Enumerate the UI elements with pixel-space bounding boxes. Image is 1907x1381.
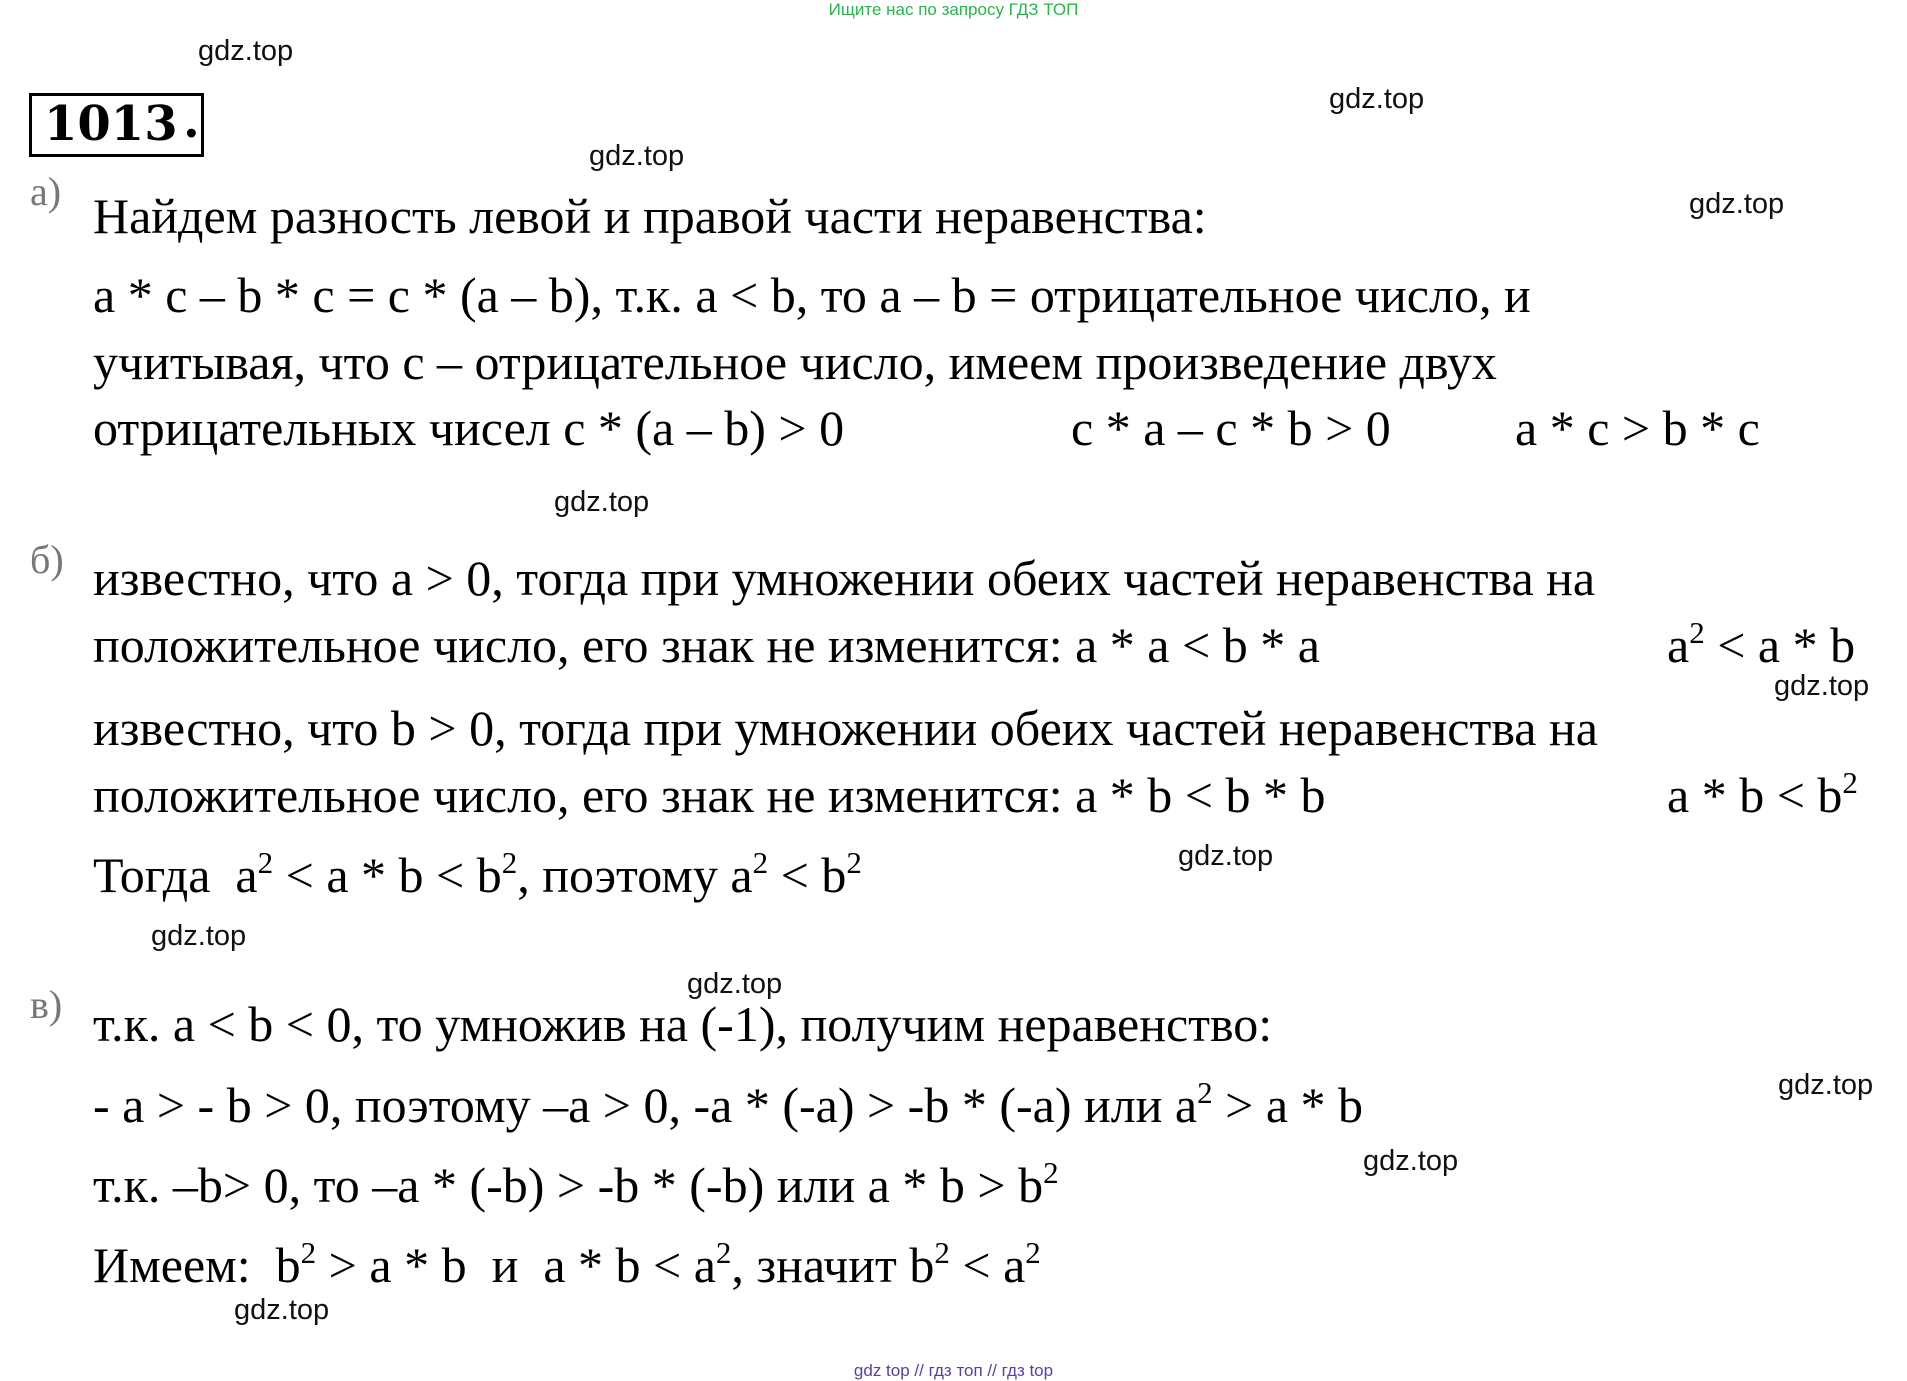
part-b-marker: б) bbox=[30, 537, 64, 582]
part-a-marker: а) bbox=[30, 169, 62, 214]
watermark: gdz.top bbox=[198, 35, 294, 67]
part-b-line-3: известно, что b > 0, тогда при умножении обеих частей неравенства на bbox=[93, 700, 1598, 756]
watermark: gdz.top bbox=[234, 1294, 330, 1326]
watermark: gdz.top bbox=[687, 968, 783, 1000]
part-c-line-2-text: - a > - b > 0, поэтому –a > 0, -a * (-a) > -b * (-a) или a bbox=[93, 1077, 1198, 1133]
part-b-result-1: $a^2 < a * b$ bbox=[1667, 614, 1856, 673]
part-c-line-2: - a > - b > 0, поэтому –a > 0, -a * (-a) > -b * (-a) или $a^2 > a * b$ bbox=[93, 1074, 1364, 1133]
problem-number: 1013 bbox=[29, 93, 204, 157]
watermark: gdz.top bbox=[151, 920, 247, 952]
part-b-conclusion: Тогда $a^2 < a * b < b^2$, поэтому $a^2 < b^2$ bbox=[93, 844, 862, 903]
watermark: gdz.top bbox=[554, 486, 650, 518]
part-b-line-4: положительное число, его знак не изменится: a * b < b * b bbox=[93, 767, 1326, 823]
watermark: gdz.top bbox=[1329, 83, 1425, 115]
watermark: gdz.top bbox=[1778, 1069, 1874, 1101]
watermark: gdz.top bbox=[1178, 840, 1274, 872]
part-a-ineq-2: a * c > b * c bbox=[1515, 400, 1760, 456]
problem-number-dot: . bbox=[183, 93, 200, 149]
watermark: gdz.top bbox=[1363, 1145, 1459, 1177]
part-a-line-3: учитывая, что c – отрицательное число, имеем произведение двух bbox=[93, 334, 1497, 390]
part-a-ineq-1: c * a – c * b > 0 bbox=[1071, 400, 1391, 456]
top-banner[interactable]: Ищите нас по запросу ГДЗ ТОП bbox=[828, 0, 1079, 19]
part-a-line-1: Найдем разность левой и правой части неравенства: bbox=[93, 188, 1207, 244]
part-c-line-3: т.к. –b> 0, то –a * (-b) > -b * (-b) или $a * b > b^2$ bbox=[93, 1154, 1059, 1213]
part-c-marker: в) bbox=[30, 982, 63, 1027]
part-c-line-3-text: т.к. –b> 0, то –a * (-b) > -b * (-b) или a * b > b bbox=[93, 1157, 1044, 1213]
watermark: gdz.top bbox=[589, 140, 685, 172]
part-c-conclusion: Имеем: $b^2 > a * b$ и $a * b < a^2$, значит $b^2 < a^2$ bbox=[93, 1234, 1041, 1293]
part-a-line-2: a * c – b * c = c * (a – b), т.к. a < b, то a – b = отрицательное число, и bbox=[93, 267, 1531, 323]
part-b-line-1: известно, что a > 0, тогда при умножении обеих частей неравенства на bbox=[93, 550, 1596, 606]
part-b-line-2: положительное число, его знак не изменится: a * a < b * a bbox=[93, 617, 1320, 673]
part-c-line-1: т.к. a < b < 0, то умножив на (-1), получим неравенство: bbox=[93, 996, 1273, 1052]
part-a-line-4: отрицательных чисел c * (a – b) > 0 bbox=[93, 400, 845, 456]
watermark: gdz.top bbox=[1774, 670, 1870, 702]
watermark: gdz.top bbox=[1689, 188, 1785, 220]
part-b-result-2: $a * b < b^2$ bbox=[1667, 764, 1858, 823]
footer-links[interactable]: gdz top // гдз топ // гдз top bbox=[853, 1361, 1054, 1380]
